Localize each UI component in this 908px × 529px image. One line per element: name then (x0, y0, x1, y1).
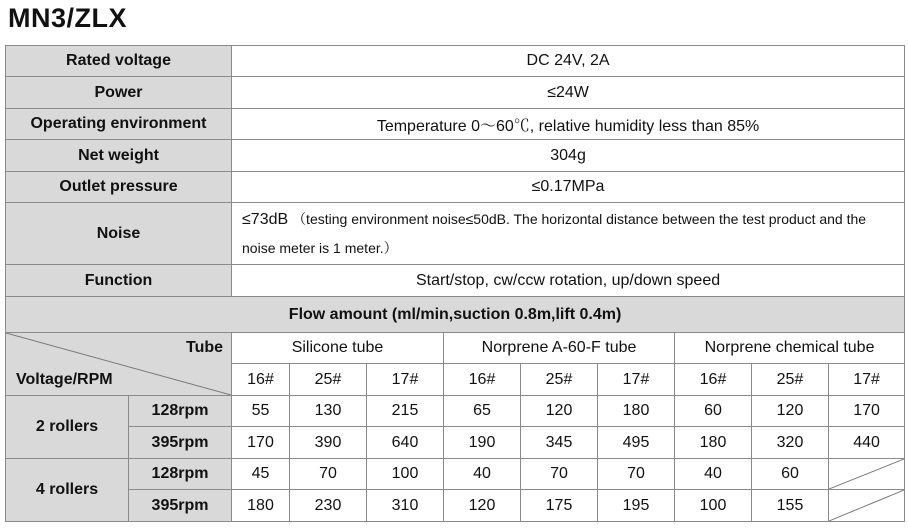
spec-label: Net weight (6, 140, 232, 172)
page-title: MN3/ZLX (8, 3, 128, 33)
spec-label: Rated voltage (6, 46, 232, 77)
flow-cell: 155 (752, 490, 829, 522)
flow-cell: 390 (290, 427, 367, 459)
flow-cell: 230 (290, 490, 367, 522)
flow-cell: 440 (829, 427, 905, 459)
flow-cell: 120 (521, 396, 598, 427)
flow-cell: 190 (444, 427, 521, 459)
flow-header: Flow amount (ml/min,suction 0.8m,lift 0.4m) (6, 297, 905, 333)
spec-value: DC 24V, 2A (232, 46, 905, 77)
size-cell: 17# (367, 364, 444, 396)
spec-value (232, 203, 905, 265)
size-cell: 16# (232, 364, 290, 396)
size-cell: 25# (752, 364, 829, 396)
slash-mark (829, 459, 904, 489)
spec-row-rated-voltage (6, 46, 905, 77)
flow-cell: 55 (232, 396, 290, 427)
rpm-label: 395rpm (129, 490, 232, 522)
tube-norprene-a60f: Norprene A-60-F tube (444, 333, 675, 364)
size-cell: 25# (521, 364, 598, 396)
flow-cell: 130 (290, 396, 367, 427)
flow-cell: 120 (752, 396, 829, 427)
spec-row-power (6, 77, 905, 109)
flow-cell: 310 (367, 490, 444, 522)
flow-cell: 320 (752, 427, 829, 459)
flow-cell: 100 (675, 490, 752, 522)
spec-row-net-weight (6, 140, 905, 172)
tube-norprene-chemical: Norprene chemical tube (675, 333, 905, 364)
flow-cell: 40 (444, 459, 521, 490)
flow-cell: 70 (521, 459, 598, 490)
rpm-label: 128rpm (129, 459, 232, 490)
noise-value: ≤73dB (242, 211, 289, 228)
table-row (6, 490, 905, 522)
voltage-rpm-label: Voltage/RPM (16, 371, 113, 388)
rpm-label: 128rpm (129, 396, 232, 427)
spec-row-operating-environment (6, 109, 905, 140)
flow-header-row (6, 297, 905, 333)
flow-cell: 70 (598, 459, 675, 490)
flow-cell: 170 (232, 427, 290, 459)
roller-group-label: 4 rollers (6, 459, 129, 522)
spec-row-function (6, 265, 905, 297)
spec-label: Power (6, 77, 232, 109)
flow-cell: 180 (598, 396, 675, 427)
tube-silicone: Silicone tube (232, 333, 444, 364)
flow-cell: 345 (521, 427, 598, 459)
table-row (6, 396, 905, 427)
flow-cell: 170 (829, 396, 905, 427)
tube-label: Tube (185, 339, 224, 356)
spec-value: ≤0.17MPa (232, 172, 905, 203)
flow-cell: 60 (675, 396, 752, 427)
flow-cell: 100 (367, 459, 444, 490)
flow-cell: 175 (521, 490, 598, 522)
spec-value: ≤24W (232, 77, 905, 109)
spec-row-noise (6, 203, 905, 265)
rpm-label: 395rpm (129, 427, 232, 459)
spec-value: Temperature 0～60℃, relative humidity less than 85% (232, 109, 905, 140)
size-cell: 16# (444, 364, 521, 396)
spec-label: Function (6, 265, 232, 297)
roller-group-label: 2 rollers (6, 396, 129, 459)
flow-cell: 120 (444, 490, 521, 522)
spec-value: Start/stop, cw/ccw rotation, up/down speed (232, 265, 905, 297)
empty-cell (829, 459, 905, 490)
table-row (6, 427, 905, 459)
spec-label: Noise (6, 203, 232, 265)
spec-row-outlet-pressure (6, 172, 905, 203)
tube-header-row (6, 333, 905, 364)
flow-cell: 495 (598, 427, 675, 459)
flow-cell: 65 (444, 396, 521, 427)
spec-table (5, 45, 905, 522)
noise-note: （testing environment noise≤50dB. The horizontal distance between the test product and the noise meter is 1 meter.） (242, 211, 867, 256)
size-cell: 17# (598, 364, 675, 396)
slash-mark (829, 490, 904, 521)
spec-label: Outlet pressure (6, 172, 232, 203)
size-cell: 25# (290, 364, 367, 396)
flow-cell: 640 (367, 427, 444, 459)
flow-cell: 180 (675, 427, 752, 459)
flow-cell: 195 (598, 490, 675, 522)
flow-cell: 180 (232, 490, 290, 522)
table-row (6, 459, 905, 490)
size-cell: 17# (829, 364, 905, 396)
empty-cell (829, 490, 905, 522)
spec-label: Operating environment (6, 109, 232, 140)
size-cell: 16# (675, 364, 752, 396)
flow-cell: 70 (290, 459, 367, 490)
flow-cell: 215 (367, 396, 444, 427)
spec-value: 304g (232, 140, 905, 172)
flow-cell: 60 (752, 459, 829, 490)
flow-cell: 45 (232, 459, 290, 490)
flow-cell: 40 (675, 459, 752, 490)
corner-header (6, 333, 232, 396)
